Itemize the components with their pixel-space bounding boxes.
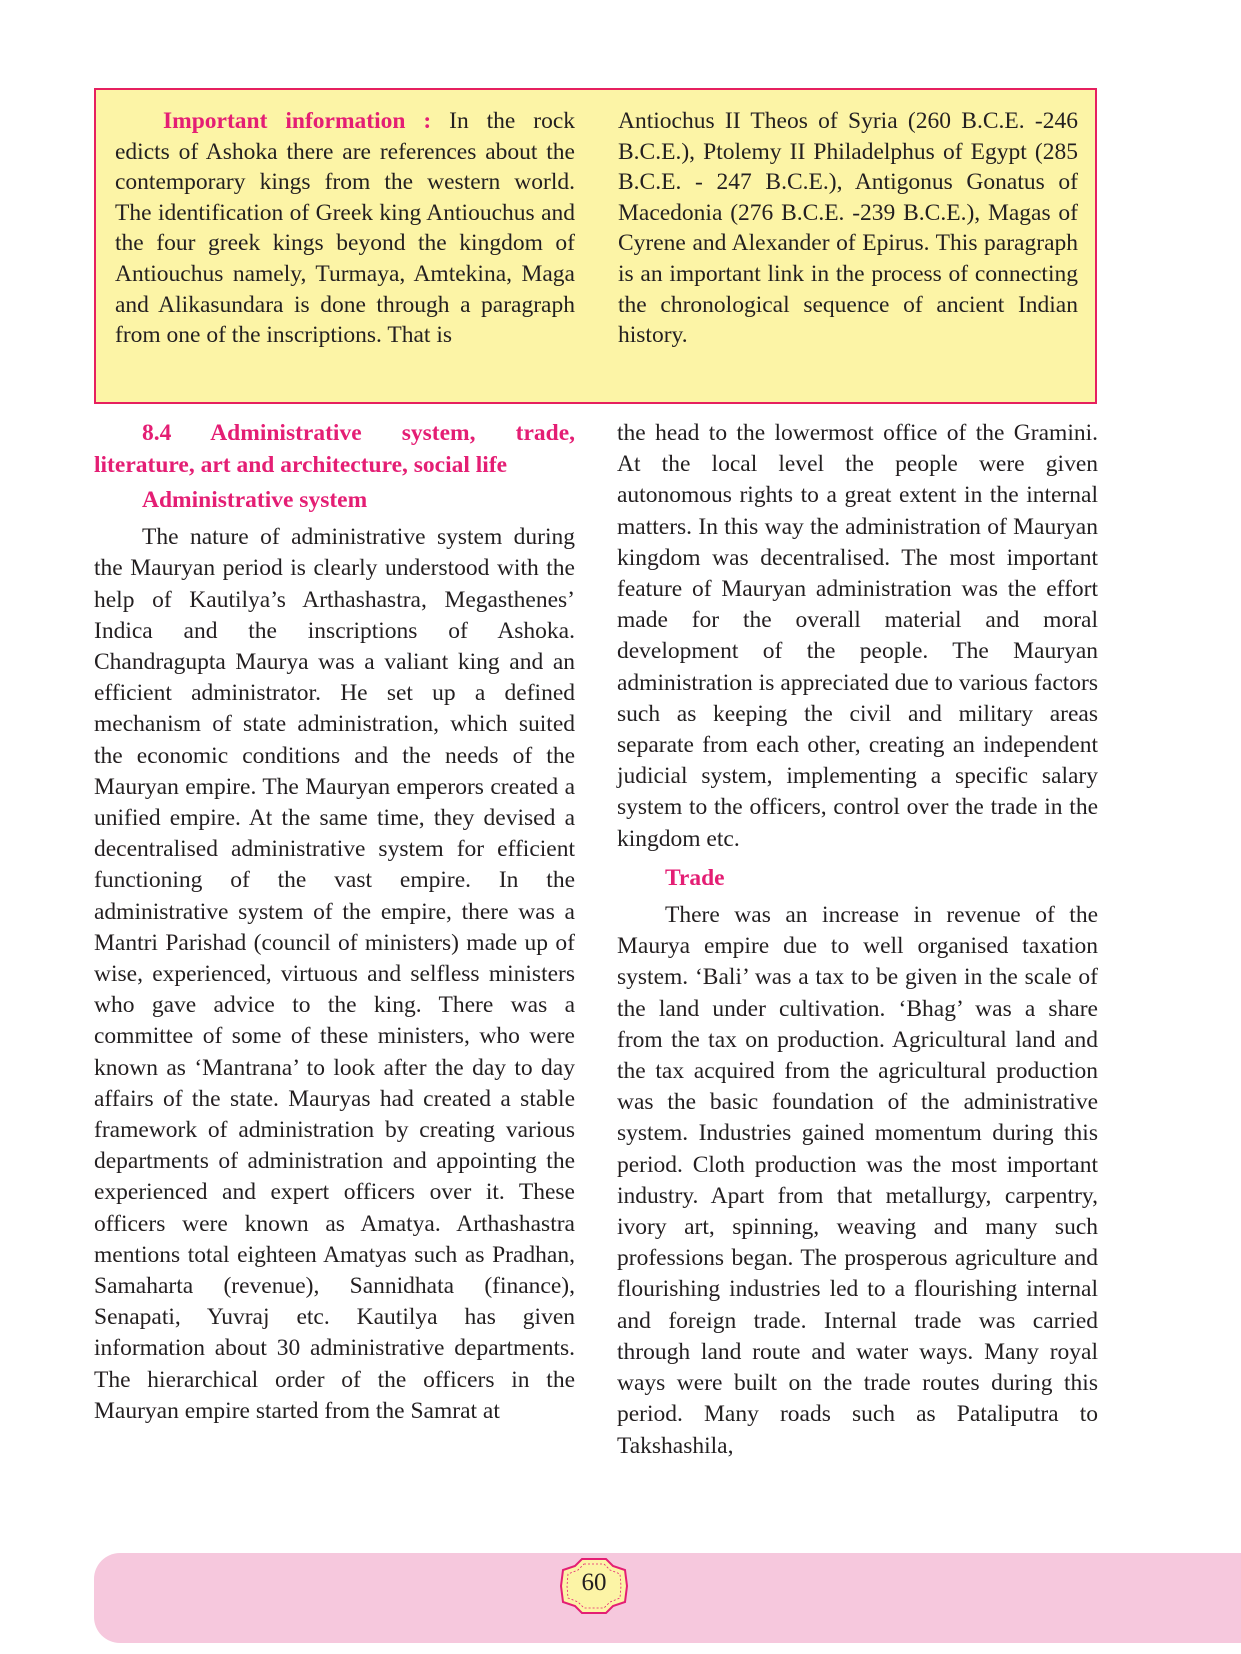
administrative-system-heading: Administrative system xyxy=(142,487,368,513)
footer-band xyxy=(94,1553,1241,1643)
right-text-column xyxy=(617,418,1098,1462)
administrative-system-continued: the head to the lowermost office of the Gramini. At the local level the people were given autonomous rights to a great extent in the internal matters. In this way the administration of Mauryan kingdom was decentralised. The most important feature of Mauryan administration was the effort made for the overall material and moral development of the people. The Mauryan administration is appreciated due to various factors such as keeping the civil and military areas separate from each other, creating an independent judicial system, implementing a specific salary system to the officers, control over the trade in the kingdom etc. xyxy=(617,420,1098,852)
important-information-box xyxy=(94,88,1097,404)
info-box-right-text: Antiochus II Theos of Syria (260 B.C.E. -246 B.C.E.), Ptolemy II Philadelphus of Egypt (285 B.C.E. - 247 B.C.E.), Antigonus Gonatus of Macedonia (276 B.C.E. -239 B.C.E.), Magas of Cyrene and Alexander of Epirus. This paragraph is an important link in the process of connecting the chronological sequence of ancient Indian history. xyxy=(618,108,1078,349)
info-box-right-column xyxy=(618,106,1078,351)
administrative-system-paragraph: The nature of administrative system during the Mauryan period is clearly understood with the help of Kautilya’s Arthashastra, Megasthenes’ Indica and the inscriptions of Ashoka. Chandragupta Maurya was a valiant king and an efficient administrator. He set up a defined mechanism of state administration, which suited the economic conditions and the needs of the Mauryan empire. The Mauryan emperors created a unified empire. At the same time, they devised a decentralised administrative system for efficient functioning of the vast empire. In the administrative system of the empire, there was a Mantri Parishad (council of ministers) made up of wise, experienced, virtuous and selfless ministers who gave advice to the king. There was a committee of some of these ministers, who were known as ‘Mantrana’ to look after the day to day affairs of the state. Mauryas had created a stable framework of administration by creating various departments of administration and appointing the experienced and expert officers over it. These officers were known as Amatya. Arthashastra mentions total eighteen Amatyas such as Pradhan, Samaharta (revenue), Sannidhata (finance), Senapati, Yuvraj etc. Kautilya has given information about 30 administrative departments. The hierarchical order of the officers in the Mauryan empire started from the Samrat at xyxy=(94,524,575,1424)
section-title: 8.4 Administrative system, trade, literature, art and architecture, social life xyxy=(94,420,575,478)
trade-paragraph: There was an increase in revenue of the Maurya empire due to well organised taxation system. ‘Bali’ was a tax to be given in the scale of the land under cultivation. ‘Bhag’ was a share from the tax on production. Agricultural land and the tax acquired from the agricultural production was the basic foundation of the administrative system. Industries gained momentum during this period. Cloth production was the most important industry. Apart from that metallurgy, carpentry, ivory art, spinning, weaving and many such professions began. The prosperous agriculture and flourishing industries led to a flourishing internal and foreign trade. Internal trade was carried through land route and water ways. Many royal ways were built on the trade routes during this period. Many roads such as Pataliputra to Takshashila, xyxy=(617,902,1098,1459)
info-box-left-text: In the rock edicts of Ashoka there are references about the contemporary kings from the western world. The identification of Greek king Antiouchus and the four greek kings beyond the kingdom of Antiouchus namely, Turmaya, Amtekina, Maga and Alikasundara is done through a paragraph from one of the inscriptions. That is xyxy=(115,108,576,349)
info-box-label: Important information : xyxy=(163,108,432,134)
page-number: 60 xyxy=(581,1569,607,1596)
info-box-paragraph-start xyxy=(115,106,575,351)
left-text-column xyxy=(94,418,575,1427)
info-box-left-column xyxy=(115,106,575,351)
trade-heading: Trade xyxy=(665,864,725,891)
